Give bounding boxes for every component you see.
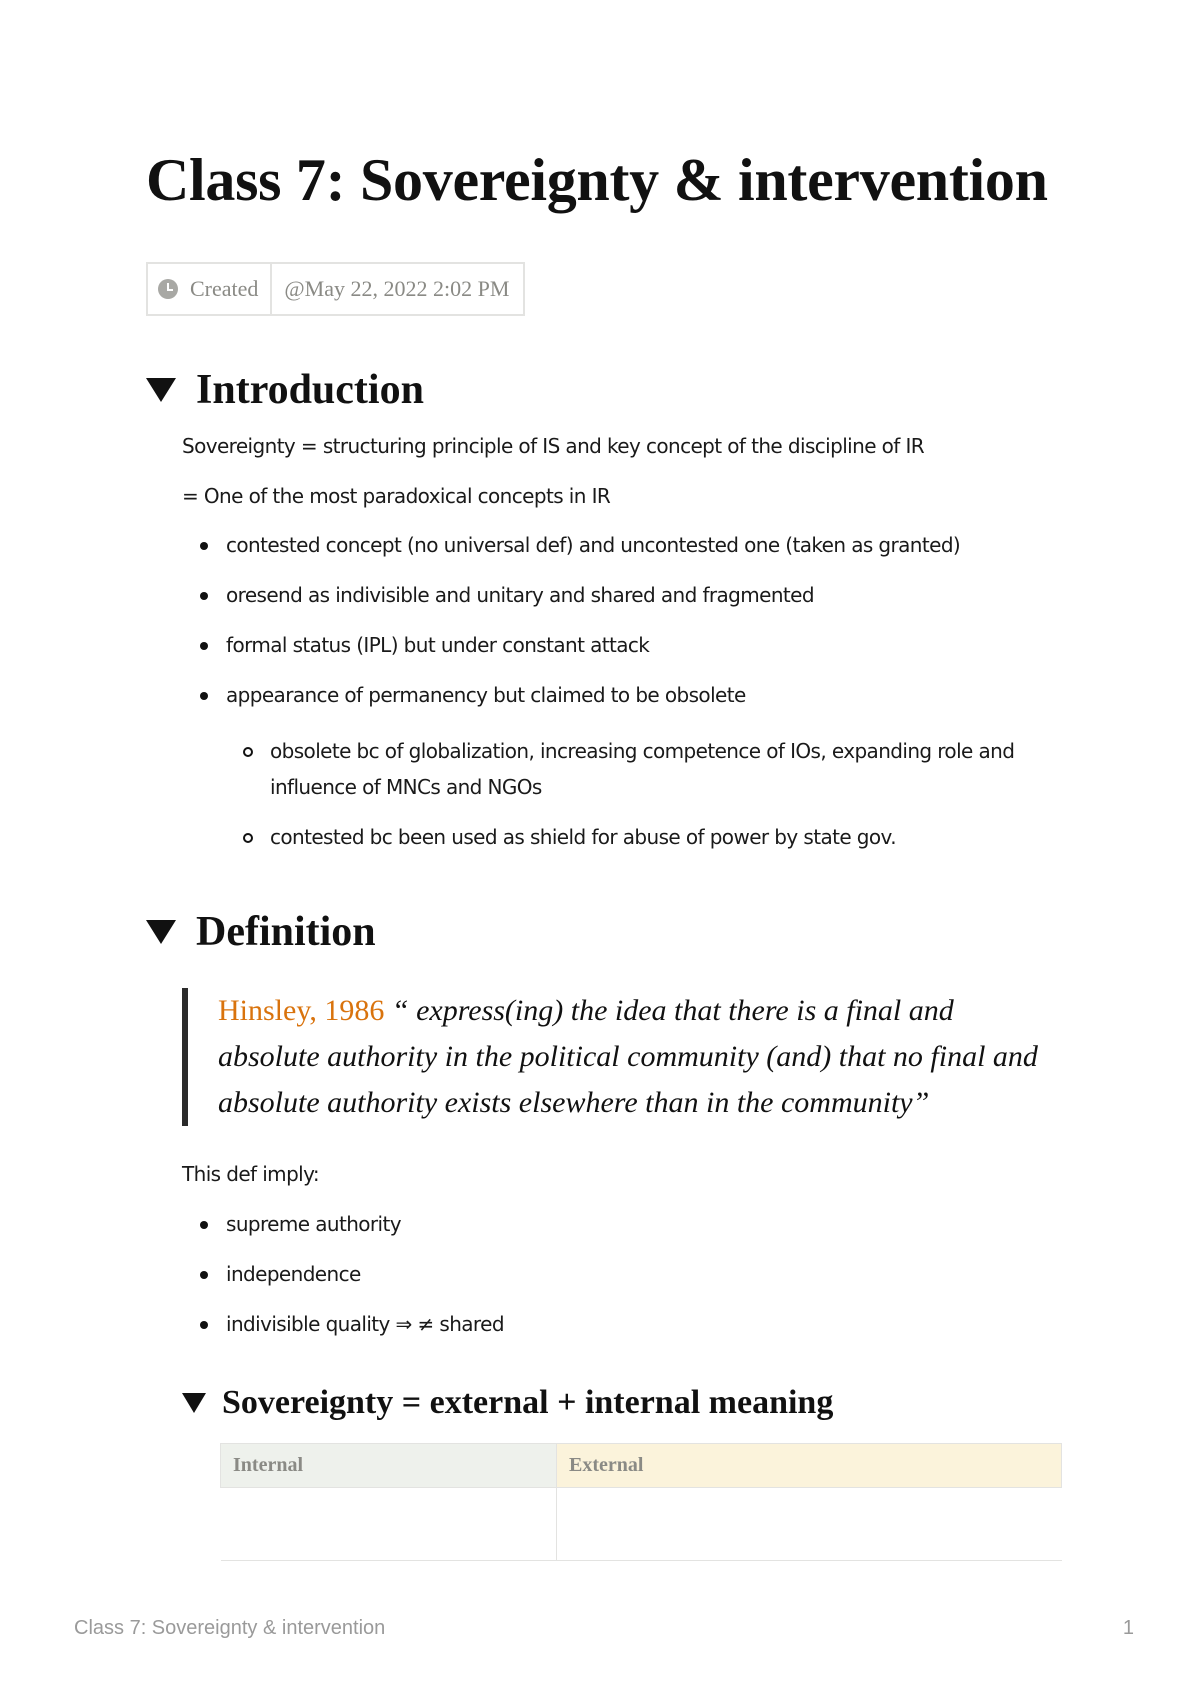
toggle-triangle-icon[interactable] xyxy=(146,378,176,402)
intro-bullet-list xyxy=(182,527,1062,727)
toggle-sovereignty-meaning[interactable] xyxy=(182,1380,833,1426)
list-item: formal status (IPL) but under constant attack xyxy=(182,627,1062,663)
list-item: supreme authority xyxy=(182,1206,1062,1242)
property-value-cell[interactable] xyxy=(272,264,523,314)
intro-paragraph: Sovereignty = structuring principle of IS and key concept of the discipline of IR xyxy=(182,434,925,458)
table-cell-external[interactable] xyxy=(557,1488,1062,1561)
toggle-definition[interactable] xyxy=(146,904,376,960)
property-value: @May 22, 2022 2:02 PM xyxy=(284,276,510,301)
intro-sub-bullet-list xyxy=(226,733,1062,869)
list-item: independence xyxy=(182,1256,1062,1292)
toggle-introduction[interactable] xyxy=(146,362,424,418)
intro-paragraph: = One of the most paradoxical concepts in IR xyxy=(182,484,611,508)
quote-text: “ express(ing) the idea that there is a final and absolute authority in the political community (and) that no final and absolute authority exists elsewhere than in the community” xyxy=(218,994,1038,1119)
property-name: Created xyxy=(190,276,259,301)
list-item: contested bc been used as shield for abuse of power by state gov. xyxy=(226,819,1062,855)
list-item: indivisible quality ⇒ ≠ shared xyxy=(182,1306,1062,1342)
footer-title: Class 7: Sovereignty & intervention xyxy=(74,1617,386,1639)
list-item: appearance of permanency but claimed to be obsolete xyxy=(182,677,1062,713)
introduction-heading: Introduction xyxy=(196,367,424,413)
sovereignty-meaning-heading: Sovereignty = external + internal meaning xyxy=(222,1384,834,1421)
list-item: obsolete bc of globalization, increasing competence of IOs, expanding role and influence of MNCs and NGOs xyxy=(226,733,1062,805)
definition-bullet-list xyxy=(182,1206,1062,1356)
table-row xyxy=(221,1488,1062,1561)
toggle-triangle-icon[interactable] xyxy=(182,1393,206,1413)
quote-author: Hinsley, 1986 xyxy=(218,994,385,1027)
footer-page-number: 1 xyxy=(1122,1617,1134,1639)
toggle-triangle-icon[interactable] xyxy=(146,920,176,944)
list-item: contested concept (no universal def) and uncontested one (taken as granted) xyxy=(182,527,1062,563)
definition-quote xyxy=(182,988,1062,1126)
definition-heading: Definition xyxy=(196,909,376,955)
table-header-external[interactable]: External xyxy=(557,1444,1062,1488)
internal-external-table xyxy=(220,1443,1062,1561)
clock-icon xyxy=(158,279,178,299)
list-item: oresend as indivisible and unitary and shared and fragmented xyxy=(182,577,1062,613)
table-header-internal[interactable]: Internal xyxy=(221,1444,557,1488)
table-cell-internal[interactable] xyxy=(221,1488,557,1561)
property-name-cell xyxy=(148,264,272,314)
page-title: Class 7: Sovereignty & intervention xyxy=(146,147,1048,213)
property-created xyxy=(146,262,525,316)
definition-intro: This def imply: xyxy=(182,1162,320,1186)
